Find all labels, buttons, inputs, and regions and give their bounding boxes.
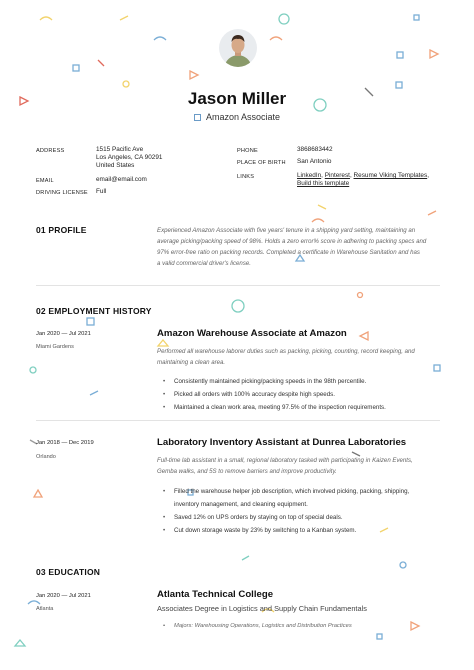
job-bullets — [157, 375, 447, 414]
confetti-dash — [90, 391, 98, 395]
birth-label: PLACE OF BIRTH — [237, 160, 286, 166]
bullet-item: • Cut down storage waste by 23% by switching to a Kanban system. — [157, 524, 447, 537]
confetti-arc — [28, 601, 40, 604]
job-bullets — [157, 485, 447, 537]
confetti-dash — [318, 205, 326, 209]
avatar-photo-icon — [219, 29, 257, 67]
birth-value: San Antonio — [297, 158, 332, 165]
license-label: DRIVING LICENSE — [36, 190, 88, 196]
confetti-dash — [428, 211, 436, 215]
profile-line: a valid commercial driver's license. — [157, 260, 251, 267]
summary-line: maintaining a clean area. — [157, 359, 226, 366]
job-dates: Jan 2018 — Dec 2019 — [36, 440, 94, 446]
bullet-item: • Saved 12% on UPS orders by staying on top of special deals. — [157, 511, 447, 524]
confetti-circle — [123, 81, 129, 87]
school-name: Atlanta Technical College — [157, 589, 274, 600]
job-title: Amazon Associate — [205, 112, 281, 122]
confetti-arc — [40, 17, 52, 20]
address-label: ADDRESS — [36, 148, 65, 154]
job-title-row — [0, 112, 474, 122]
summary-line: Full-time lab assistant in a small, regional laboratory tasked with participating in Kaizen Events, — [157, 457, 413, 464]
email-label: EMAIL — [36, 178, 54, 184]
links-value: LinkedIn, Pinterest, Resume Viking Templates, Build this template — [297, 172, 429, 187]
job-dates: Jan 2020 — Jul 2021 — [36, 331, 91, 337]
confetti-triangle — [190, 71, 198, 79]
bullet-item: • Consistently maintained picking/packing speeds in the 98th percentile. — [157, 375, 447, 388]
confetti-circle — [279, 14, 289, 24]
links-label: LINKS — [237, 174, 255, 180]
bullet-item-continued: inventory management, and cleaning equipment. — [174, 501, 308, 508]
summary-line: Performed all warehouse laborer duties such as packing, picking, counting, record keeping, and — [157, 348, 415, 355]
bullet-item: • Majors: Warehousing Operations, Logistics and Distribution Practices — [157, 620, 447, 633]
confetti-circle — [358, 293, 363, 298]
link-pinterest[interactable]: Pinterest — [324, 172, 350, 179]
link-linkedin[interactable]: LinkedIn — [297, 172, 322, 179]
address-line: 1515 Pacific Ave — [96, 146, 144, 153]
avatar — [219, 29, 257, 67]
confetti-dash — [98, 60, 104, 66]
job-summary — [157, 455, 452, 477]
confetti-square — [396, 82, 402, 88]
job-location: Orlando — [36, 454, 56, 460]
address-value — [96, 146, 162, 170]
confetti-circle — [30, 367, 36, 373]
profile-line: average picking/packing speed of 98%. Holds a zero error% score in adhering to packing specs and — [157, 238, 427, 245]
confetti-triangle — [34, 490, 42, 497]
license-value: Full — [96, 188, 107, 195]
confetti-triangle — [15, 640, 25, 646]
education-dates: Jan 2020 — Jul 2021 — [36, 593, 91, 599]
education-location: Atlanta — [36, 606, 54, 612]
education-bullets — [157, 620, 447, 633]
profile-line: Experienced Amazon Associate with five years' tenure in a shipping yard setting, maintaining an — [157, 227, 416, 234]
address-line: United States — [96, 162, 135, 169]
link-build-template[interactable]: Build this template — [297, 180, 350, 187]
confetti-square — [414, 15, 419, 20]
bullet-item: • Filled the warehouse helper job description, which involved picking, packing, shipping, — [157, 485, 447, 498]
job-summary — [157, 346, 447, 368]
bullet-item: • Maintained a clean work area, meeting 97.5% of the inspection requirements. — [157, 401, 447, 414]
confetti-square — [397, 52, 403, 58]
section-divider — [36, 420, 440, 421]
confetti-circle — [400, 562, 406, 568]
job-location: Miami Gardens — [36, 344, 74, 350]
phone-label: PHONE — [237, 148, 258, 154]
section-divider — [36, 285, 440, 286]
degree: Associates Degree in Logistics and Supply Chain Fundamentals — [157, 604, 367, 613]
profile-text — [157, 225, 447, 269]
confetti-triangle — [360, 332, 368, 340]
confetti-square — [87, 318, 94, 325]
job-title: Laboratory Inventory Assistant at Dunrea Laboratories — [157, 437, 407, 448]
confetti-triangle — [430, 50, 438, 58]
job-title: Amazon Warehouse Associate at Amazon — [157, 328, 347, 339]
email-value[interactable]: email@email.com — [96, 176, 147, 183]
square-bullet-icon — [194, 114, 201, 121]
confetti-arc — [270, 37, 282, 40]
employment-heading: 02 EMPLOYMENT HISTORY — [36, 306, 152, 316]
phone-value: 3868683442 — [297, 146, 333, 153]
address-line: Los Angeles, CA 90291 — [96, 154, 163, 161]
candidate-name: Jason Miller — [187, 89, 287, 108]
confetti-dash — [242, 556, 249, 560]
bullet-item: • Picked all orders with 100% accuracy despite high speeds. — [157, 388, 447, 401]
link-resume-viking[interactable]: Resume Viking Templates — [353, 172, 428, 179]
education-heading: 03 EDUCATION — [36, 567, 101, 577]
confetti-dash — [120, 16, 128, 20]
confetti-arc — [154, 37, 166, 40]
profile-heading: 01 PROFILE — [36, 225, 87, 235]
profile-line: 97% error-free ratio on packing records. Completed a certificate in Warehouse Sanitation and has — [157, 249, 420, 256]
confetti-arc — [312, 219, 324, 222]
confetti-square — [73, 65, 79, 71]
confetti-circle — [232, 300, 244, 312]
summary-line: Gemba walks, and 5S to remove barriers and improve productivity. — [157, 468, 337, 475]
confetti-square — [377, 634, 382, 639]
